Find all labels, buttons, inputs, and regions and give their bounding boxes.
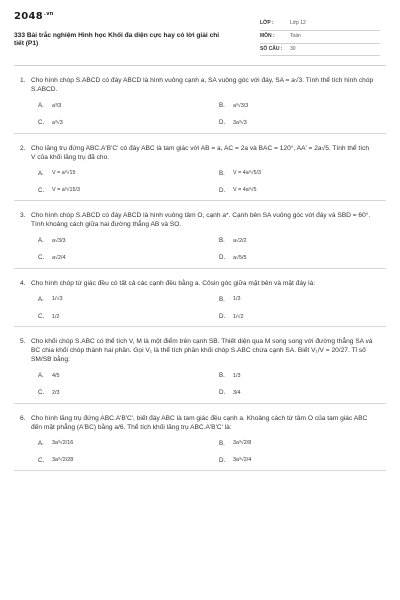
answer-option[interactable] <box>219 187 400 195</box>
answer-option[interactable] <box>219 440 400 448</box>
question-5 <box>14 327 386 403</box>
option-text: 3/4 <box>233 389 241 396</box>
meta-key: SỐ CÂU : <box>260 45 283 52</box>
option-letter: D. <box>219 119 226 127</box>
option-letter: B. <box>219 237 225 245</box>
option-text: V = 4a³√5/3 <box>233 170 261 177</box>
answer-option[interactable] <box>219 254 400 262</box>
option-text: 1/2 <box>52 313 60 320</box>
answer-option[interactable] <box>219 389 400 397</box>
question-list <box>14 66 386 471</box>
answer-option[interactable] <box>219 372 400 380</box>
meta-row-subject <box>260 31 380 44</box>
option-text: a√5/5 <box>233 254 247 261</box>
answer-option[interactable] <box>38 254 219 262</box>
option-letter: C. <box>38 254 45 262</box>
answer-option[interactable] <box>38 440 219 448</box>
option-text: 3a³√2/8 <box>233 440 252 447</box>
option-letter: C. <box>38 313 45 320</box>
question-text: Cho lăng trụ đứng ABC.A'B'C' có đáy ABC là tam giác với AB = a, AC = 2a và BAC = 120°, AA' = 2a√5. Tính thể tích V của khối lăng trụ đã cho. <box>31 144 370 161</box>
answer-option[interactable] <box>38 237 219 245</box>
question-3 <box>14 201 386 269</box>
question-head <box>14 145 386 163</box>
option-text: a√3/3 <box>52 237 66 244</box>
option-text: a³√3/3 <box>233 102 249 109</box>
answer-options <box>38 365 386 403</box>
answer-options <box>38 289 386 327</box>
meta-value: Toán <box>290 32 301 39</box>
option-letter: B. <box>219 295 225 303</box>
option-text: 1/3 <box>233 372 241 379</box>
question-head <box>14 280 386 289</box>
brand-suffix: .vn <box>44 10 54 17</box>
question-text: Cho hình lăng trụ đứng ABC.A'B'C', biết đáy ABC là tam giác đều cạnh a. Khoảng cách từ tâm O của tam giác ABC đến mặt phẳng (A'BC) bằng a/6. Thể tích khối lăng trụ ABC.A'B'C' là: <box>31 414 368 431</box>
option-text: a³√3 <box>52 119 63 126</box>
answer-option[interactable] <box>219 237 400 245</box>
option-letter: A. <box>38 295 44 303</box>
answer-option[interactable] <box>38 170 219 178</box>
answer-option[interactable] <box>38 389 219 397</box>
option-letter: A. <box>38 372 44 380</box>
option-text: 4/5 <box>52 372 60 379</box>
option-text: V = a³√15 <box>52 170 76 177</box>
option-text: 3a³√2/16 <box>52 440 74 447</box>
question-6 <box>14 404 386 472</box>
question-head <box>14 338 386 365</box>
option-text: 2/3 <box>52 389 60 396</box>
meta-table <box>260 18 380 56</box>
option-text: 1/3 <box>233 296 241 303</box>
question-text: Cho hình chóp S.ABCD có đáy ABCD là hình vuông tâm O, cạnh a*. Cạnh bên SA vuông góc với đáy và SBD = 60°. Tính khoảng cách giữa hai đường thẳng AB và SO. <box>31 212 371 229</box>
header-left <box>14 10 224 49</box>
answer-option[interactable] <box>219 313 400 321</box>
question-number: 3. <box>20 212 26 220</box>
option-letter: C. <box>38 389 45 397</box>
meta-key: LỚP : <box>260 20 274 26</box>
option-letter: A. <box>38 102 44 110</box>
option-letter: B. <box>219 439 225 447</box>
option-text: V = a³√15/3 <box>52 187 80 194</box>
answer-option[interactable] <box>38 457 219 465</box>
meta-row-count <box>260 44 380 57</box>
option-letter: A. <box>38 237 44 245</box>
question-4 <box>14 269 386 328</box>
question-number: 1. <box>20 77 26 85</box>
option-letter: D. <box>219 313 226 320</box>
question-text: Cho khối chóp S.ABC có thể tích V, M là một điểm trên cạnh SB. Thiết diện qua M song song với đường thẳng SA và BC chia khối chóp thành hai phần. Gọi V₁ là thể tích phần khối chóp S.ABC chứa cạnh SA. Biết V₁/V = 20/27. Tỉ số SM/SB bằng: <box>31 338 373 364</box>
option-letter: D. <box>219 456 226 464</box>
question-1 <box>14 66 386 134</box>
document-title: 333 Bài trắc nghiệm Hình học Khối đa diện cực hay có lời giải chi tiết (P1) <box>14 31 220 48</box>
meta-value: 30 <box>290 45 296 52</box>
question-number: 6. <box>20 414 26 422</box>
option-letter: D. <box>219 389 226 397</box>
option-text: V = 4a³√5 <box>233 187 257 194</box>
question-number: 4. <box>20 279 26 287</box>
question-head <box>14 212 386 230</box>
answer-option[interactable] <box>38 102 219 110</box>
meta-value: Lớp 12 <box>290 20 306 26</box>
meta-key: MÔN : <box>260 32 275 39</box>
option-text: 3a³√2/4 <box>233 457 252 464</box>
option-letter: D. <box>219 186 226 194</box>
option-letter: C. <box>38 456 45 464</box>
option-text: 3a³√2/28 <box>52 457 74 464</box>
answer-options <box>38 163 386 201</box>
option-text: a√2/4 <box>52 254 66 261</box>
question-number: 2. <box>20 144 26 152</box>
answer-option[interactable] <box>38 296 219 304</box>
option-letter: A. <box>38 439 44 447</box>
document-header <box>14 10 386 56</box>
option-letter: B. <box>219 169 225 177</box>
answer-options <box>38 230 386 268</box>
answer-option[interactable] <box>38 119 219 127</box>
answer-option[interactable] <box>38 313 219 321</box>
answer-option[interactable] <box>38 372 219 380</box>
option-letter: A. <box>38 169 44 177</box>
answer-options <box>38 95 386 133</box>
answer-option[interactable] <box>219 457 400 465</box>
question-head <box>14 77 386 95</box>
option-letter: C. <box>38 119 45 127</box>
option-text: 1/√3 <box>52 296 63 303</box>
question-text: Cho hình chóp tứ giác đều có tất cả các cạnh đều bằng a. Côsin góc giữa mặt bên và mặt đáy là: <box>31 279 316 287</box>
brand-name: 2048 <box>14 11 44 22</box>
option-letter: B. <box>219 372 225 380</box>
meta-row-class <box>260 18 380 31</box>
question-head <box>14 415 386 433</box>
question-2 <box>14 134 386 202</box>
question-number: 5. <box>20 338 26 346</box>
answer-option[interactable] <box>219 102 400 110</box>
option-letter: C. <box>38 186 45 194</box>
answer-option[interactable] <box>219 119 400 127</box>
site-logo[interactable] <box>14 10 224 24</box>
option-letter: B. <box>219 102 225 110</box>
option-text: a³/3 <box>52 102 62 109</box>
question-text: Cho hình chóp S.ABCD có đáy ABCD là hình vuông cạnh a, SA vuông góc với đáy, SA = a√3. Tính thể tích hình chóp S.ABCD. <box>31 77 374 94</box>
answer-options <box>38 433 386 471</box>
answer-option[interactable] <box>38 187 219 195</box>
answer-option[interactable] <box>219 296 400 304</box>
option-text: 1/√2 <box>233 313 244 320</box>
option-letter: D. <box>219 254 226 262</box>
option-text: 3a³√3 <box>233 119 247 126</box>
option-text: a√2/2 <box>233 237 247 244</box>
answer-option[interactable] <box>219 170 400 178</box>
